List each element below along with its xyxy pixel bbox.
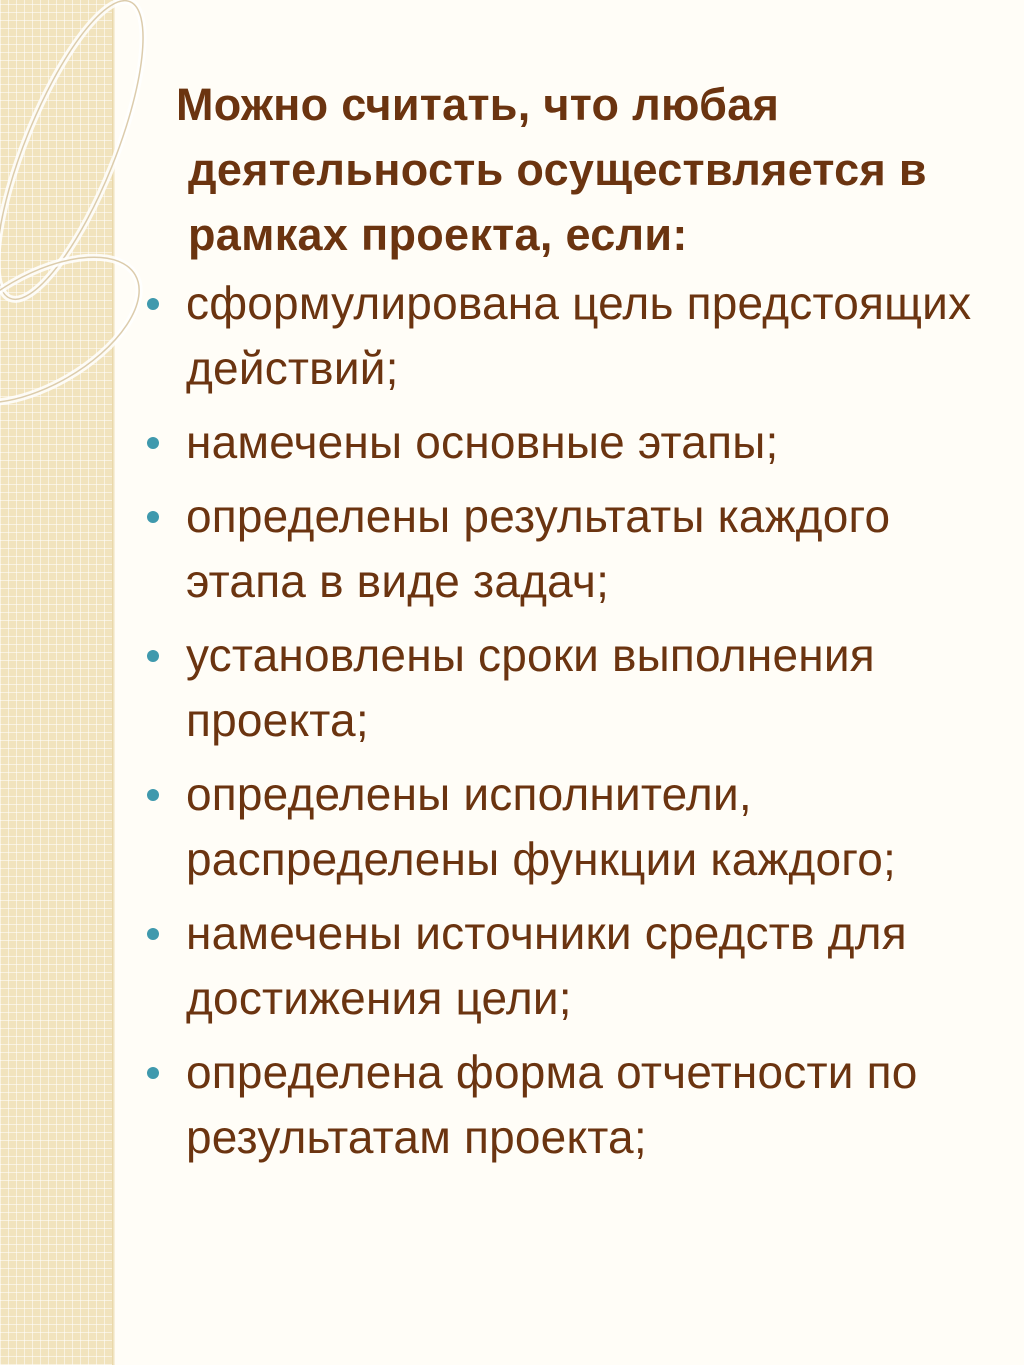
- bullet-item: [130, 271, 990, 401]
- bullet-dot-icon: [147, 437, 159, 449]
- bullet-dot-icon: [147, 928, 159, 940]
- bullet-text: установлены сроки выполнения проекта;: [186, 629, 875, 746]
- bullet-item: [130, 410, 990, 475]
- bullet-text: определены исполнители, распределены функции каждого;: [186, 768, 897, 885]
- bullet-item: [130, 901, 990, 1031]
- bullet-text: определены результаты каждого этапа в виде задач;: [186, 490, 891, 607]
- bullet-text: определена форма отчетности по результатам проекта;: [186, 1046, 918, 1163]
- bullet-item: [130, 762, 990, 892]
- bullet-text: намечены источники средств для достижения цели;: [186, 907, 907, 1024]
- bullet-item: [130, 484, 990, 614]
- slide-content: [130, 72, 990, 1179]
- bullet-dot-icon: [147, 1067, 159, 1079]
- bullet-item: [130, 1040, 990, 1170]
- slide-heading: Можно считать, что любая деятельность осуществляется в рамках проекта, если:: [176, 79, 927, 260]
- bullet-list: [130, 271, 990, 1170]
- bullet-dot-icon: [147, 298, 159, 310]
- bullet-dot-icon: [147, 511, 159, 523]
- bullet-text: сформулирована цель предстоящих действий;: [186, 277, 972, 394]
- bullet-item: [130, 623, 990, 753]
- bullet-text: намечены основные этапы;: [186, 416, 779, 468]
- bullet-dot-icon: [147, 650, 159, 662]
- bullet-dot-icon: [147, 789, 159, 801]
